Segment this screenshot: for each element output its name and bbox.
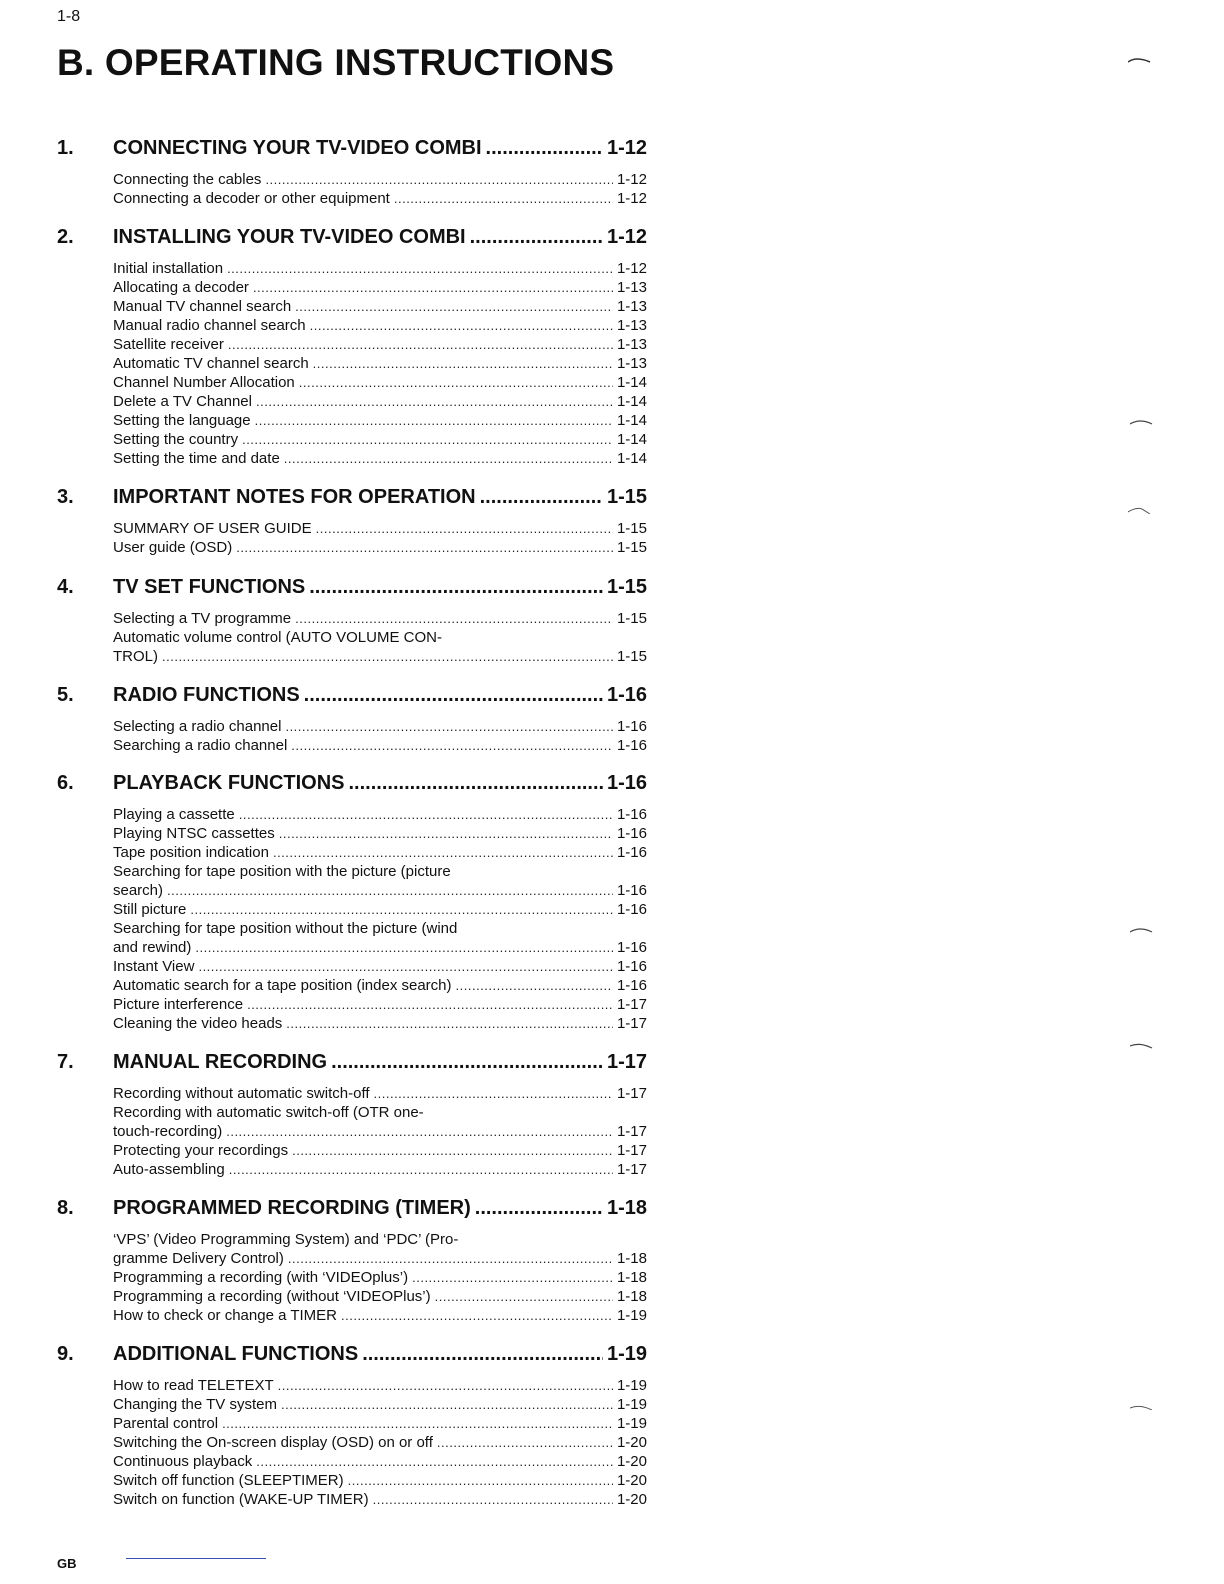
section-title: MANUAL RECORDING: [113, 1051, 328, 1073]
toc-entry-page: 1-18: [616, 1250, 647, 1267]
toc-entry-text: Automatic search for a tape position (index search): [113, 977, 452, 994]
toc-entry[interactable]: [113, 1452, 647, 1471]
toc-entry-page: 1-20: [616, 1453, 647, 1470]
toc-entry-page: 1-12: [616, 260, 647, 277]
toc-entry[interactable]: [113, 316, 647, 335]
toc-entry-text: Playing a cassette: [113, 806, 235, 823]
toc-entry-page: 1-17: [616, 1123, 647, 1140]
toc-entry[interactable]: [113, 862, 647, 900]
toc-entry[interactable]: [113, 335, 647, 354]
toc-entry-text: Setting the country: [113, 431, 239, 448]
toc-entry-row: [113, 824, 647, 843]
toc-entry-row: [113, 259, 647, 278]
leader-dots: [279, 824, 613, 843]
toc-entry-text: Recording without automatic switch-off: [113, 1085, 370, 1102]
toc-entry[interactable]: [113, 392, 647, 411]
toc-entry-row: [113, 1122, 647, 1141]
toc-entry-row: [113, 1014, 647, 1033]
leader-dots: [412, 1268, 613, 1287]
section-heading[interactable]: [57, 1197, 647, 1223]
toc-entry-page: 1-16: [616, 939, 647, 956]
toc-entry-text: Programming a recording (with ‘VIDEOplus’): [113, 1269, 409, 1286]
toc-entry-page: 1-17: [616, 996, 647, 1013]
section-title: PLAYBACK FUNCTIONS: [113, 772, 345, 794]
toc-entry-text: Continuous playback: [113, 1453, 253, 1470]
toc-entry[interactable]: [113, 957, 647, 976]
leader-dots: [198, 957, 613, 976]
section-title: PROGRAMMED RECORDING (TIMER): [113, 1197, 471, 1219]
language-code: GB: [57, 1556, 77, 1571]
toc-entry[interactable]: [113, 717, 647, 736]
leader-dots: [456, 976, 613, 995]
section-leader: [113, 486, 647, 509]
toc-entry-row: [113, 354, 647, 373]
toc-entry-row: [113, 430, 647, 449]
toc-entry-page: 1-15: [616, 610, 647, 627]
section-heading[interactable]: [57, 684, 647, 710]
toc-entry-page: 1-13: [616, 279, 647, 296]
toc-entry[interactable]: [113, 189, 647, 208]
toc-entry-page: 1-13: [616, 317, 647, 334]
toc-entry-page: 1-15: [616, 520, 647, 537]
toc-entry-row: [113, 1141, 647, 1160]
toc-entry-row: [113, 900, 647, 919]
toc-entry-row: [113, 1287, 647, 1306]
toc-entry-page: 1-13: [616, 336, 647, 353]
leader-dots: [247, 995, 613, 1014]
section-leader: [113, 576, 647, 599]
leader-dots: [470, 226, 603, 249]
toc-entry-row: [113, 449, 647, 468]
toc-entry-page: 1-20: [616, 1491, 647, 1508]
toc-entry[interactable]: [113, 519, 647, 538]
toc-entry-page: 1-18: [616, 1288, 647, 1305]
toc-entry-text: User guide (OSD): [113, 539, 233, 556]
toc-entry-text: How to read TELETEXT: [113, 1377, 274, 1394]
toc-entry-text: Delete a TV Channel: [113, 393, 252, 410]
toc-entry-text: Parental control: [113, 1415, 219, 1432]
toc-entry-row: [113, 647, 647, 666]
leader-dots: [255, 411, 613, 430]
section-leader: [113, 1051, 647, 1074]
toc-entry-row: [113, 805, 647, 824]
toc-entry-text: touch-recording): [113, 1123, 223, 1140]
section-heading[interactable]: [57, 1343, 647, 1369]
section-heading[interactable]: [57, 772, 647, 798]
toc-entry-row: [113, 1268, 647, 1287]
leader-dots: [256, 1452, 613, 1471]
leader-dots: [435, 1287, 613, 1306]
leader-dots: [190, 900, 613, 919]
toc-entry-page: 1-16: [616, 958, 647, 975]
toc-entry-page: 1-20: [616, 1472, 647, 1489]
toc-entry-text: Manual TV channel search: [113, 298, 292, 315]
toc-entry-row: [113, 170, 647, 189]
toc-entry[interactable]: [113, 1395, 647, 1414]
leader-dots: [281, 1395, 613, 1414]
toc-entry-row: [113, 957, 647, 976]
leader-dots: [313, 354, 613, 373]
toc-entry-text: Auto-assembling: [113, 1161, 225, 1178]
toc-entry[interactable]: [113, 1230, 647, 1268]
section-heading[interactable]: [57, 1051, 647, 1077]
leader-dots: [349, 772, 603, 795]
section-page: 1-12: [606, 226, 647, 248]
toc-entry[interactable]: [113, 900, 647, 919]
toc-entry-page: 1-14: [616, 412, 647, 429]
toc-entry-page: 1-19: [616, 1377, 647, 1394]
toc-entry-page: 1-12: [616, 190, 647, 207]
section-leader: [113, 137, 647, 160]
section-title: RADIO FUNCTIONS: [113, 684, 300, 706]
toc-entry-text: Setting the time and date: [113, 450, 280, 467]
toc-entry-text: Cleaning the video heads: [113, 1015, 283, 1032]
section-title: IMPORTANT NOTES FOR OPERATION: [113, 486, 476, 508]
toc-entry-page: 1-17: [616, 1161, 647, 1178]
toc-entry[interactable]: [113, 805, 647, 824]
leader-dots: [286, 1014, 613, 1033]
leader-dots: [226, 1122, 613, 1141]
toc-entry-page: 1-16: [616, 977, 647, 994]
leader-dots: [236, 538, 613, 557]
leader-dots: [239, 805, 613, 824]
section-page: 1-17: [606, 1051, 647, 1073]
section-leader: [113, 684, 647, 707]
toc-entry-text: Still picture: [113, 901, 187, 918]
toc-entry-text: Connecting the cables: [113, 171, 262, 188]
section-title: TV SET FUNCTIONS: [113, 576, 306, 598]
section-heading[interactable]: [57, 137, 647, 163]
leader-dots: [480, 486, 603, 509]
toc-entry-row: [113, 995, 647, 1014]
toc-entry-page: 1-20: [616, 1434, 647, 1451]
leader-dots: [167, 881, 613, 900]
toc-entry[interactable]: [113, 736, 647, 755]
toc-entry-row: [113, 1160, 647, 1179]
leader-dots: [227, 259, 613, 278]
leader-dots: [242, 430, 613, 449]
section-page: 1-16: [606, 772, 647, 794]
leader-dots: [288, 1249, 613, 1268]
toc-entry-page: 1-14: [616, 393, 647, 410]
toc-entry[interactable]: [113, 1160, 647, 1179]
toc-entry[interactable]: [113, 995, 647, 1014]
toc-entry-row: [113, 609, 647, 628]
toc-entry[interactable]: [113, 609, 647, 628]
toc-entry[interactable]: [113, 919, 647, 957]
toc-entry-text: How to check or change a TIMER: [113, 1307, 337, 1324]
toc-entry-page: 1-18: [616, 1269, 647, 1286]
toc-entry-text: TROL): [113, 648, 158, 665]
leader-dots: [284, 449, 613, 468]
toc-entry-row: [113, 1376, 647, 1395]
toc-entry[interactable]: [113, 297, 647, 316]
toc-entry-text: and rewind): [113, 939, 192, 956]
toc-entry-text: Playing NTSC cassettes: [113, 825, 275, 842]
toc-entry[interactable]: [113, 278, 647, 297]
leader-dots: [394, 189, 613, 208]
toc-entry-row: [113, 1306, 647, 1325]
toc-entry-row: [113, 717, 647, 736]
section-number: 9.: [57, 1343, 74, 1365]
leader-dots: [295, 609, 613, 628]
leader-dots: [475, 1197, 603, 1220]
toc-entry-text: Picture interference: [113, 996, 244, 1013]
toc-entry-text: Searching a radio channel: [113, 737, 288, 754]
leader-dots: [341, 1306, 613, 1325]
toc-entry-page: 1-14: [616, 450, 647, 467]
leader-dots: [331, 1051, 603, 1074]
toc-entry-text: Selecting a TV programme: [113, 610, 292, 627]
toc-entry-first-line: Searching for tape position with the picture (picture: [113, 863, 451, 880]
toc-entry-text: Switch off function (SLEEPTIMER): [113, 1472, 344, 1489]
toc-entry-row: [113, 1249, 647, 1268]
section-number: 1.: [57, 137, 74, 159]
section-title: ADDITIONAL FUNCTIONS: [113, 1343, 359, 1365]
section-number: 3.: [57, 486, 74, 508]
section-leader: [113, 226, 647, 249]
leader-dots: [373, 1490, 613, 1509]
toc-entry-page: 1-16: [616, 844, 647, 861]
section-number: 8.: [57, 1197, 74, 1219]
toc-entry-page: 1-13: [616, 355, 647, 372]
leader-dots: [362, 1343, 603, 1366]
section-page: 1-15: [606, 576, 647, 598]
toc-entry-row: [113, 1084, 647, 1103]
section-page: 1-16: [606, 684, 647, 706]
scan-mark: [1130, 1042, 1154, 1050]
toc-entry-page: 1-14: [616, 374, 647, 391]
toc-entry[interactable]: [113, 628, 647, 666]
toc-entry-text: Allocating a decoder: [113, 279, 249, 296]
section-page: 1-15: [606, 486, 647, 508]
scan-mark: [1128, 56, 1152, 64]
toc-entry[interactable]: [113, 449, 647, 468]
toc-entry-row: [113, 938, 647, 957]
leader-dots: [486, 137, 603, 160]
toc-entry[interactable]: [113, 1014, 647, 1033]
toc-entry-row: [113, 316, 647, 335]
section-number: 4.: [57, 576, 74, 598]
toc-entry-text: Automatic TV channel search: [113, 355, 309, 372]
section-page: 1-19: [606, 1343, 647, 1365]
toc-entry-row: [113, 189, 647, 208]
section-number: 6.: [57, 772, 74, 794]
leader-dots: [309, 576, 603, 599]
toc-entry-page: 1-15: [616, 539, 647, 556]
section-heading[interactable]: [57, 486, 647, 512]
toc-entry-row: [113, 736, 647, 755]
section-number: 2.: [57, 226, 74, 248]
toc-entry[interactable]: [113, 411, 647, 430]
toc-entry-text: gramme Delivery Control): [113, 1250, 284, 1267]
toc-entry-text: Tape position indication: [113, 844, 269, 861]
toc-entry[interactable]: [113, 824, 647, 843]
toc-entry[interactable]: [113, 1433, 647, 1452]
toc-entry-row: [113, 976, 647, 995]
toc-entry-row: [113, 335, 647, 354]
toc-entry-row: [113, 411, 647, 430]
toc-entry-text: Selecting a radio channel: [113, 718, 282, 735]
leader-dots: [229, 1160, 613, 1179]
toc-entry-row: [113, 392, 647, 411]
toc-entry-text: Setting the language: [113, 412, 251, 429]
toc-entry-page: 1-12: [616, 171, 647, 188]
toc-entry-page: 1-19: [616, 1415, 647, 1432]
toc-entry[interactable]: [113, 1490, 647, 1509]
toc-entry-text: Protecting your recordings: [113, 1142, 289, 1159]
toc-entry-row: [113, 1452, 647, 1471]
toc-entry-first-line: Searching for tape position without the picture (wind: [113, 920, 458, 937]
toc-entry-first-line: ‘VPS’ (Video Programming System) and ‘PDC’ (Pro-: [113, 1231, 459, 1248]
toc-entry-text: Connecting a decoder or other equipment: [113, 190, 390, 207]
leader-dots: [256, 392, 613, 411]
section-number: 7.: [57, 1051, 74, 1073]
toc-entry[interactable]: [113, 430, 647, 449]
toc-entry[interactable]: [113, 1141, 647, 1160]
toc-entry-text: Programming a recording (without ‘VIDEOPlus’): [113, 1288, 431, 1305]
toc-entry-first-line: Automatic volume control (AUTO VOLUME CON-: [113, 629, 442, 646]
toc-entry-row: [113, 373, 647, 392]
toc-entry-text: Manual radio channel search: [113, 317, 306, 334]
toc-entry-row: [113, 297, 647, 316]
toc-entry[interactable]: [113, 1103, 647, 1141]
leader-dots: [437, 1433, 613, 1452]
toc-entry-page: 1-16: [616, 882, 647, 899]
toc-entry-page: 1-16: [616, 806, 647, 823]
section-leader: [113, 1197, 647, 1220]
toc-entry-text: Changing the TV system: [113, 1396, 277, 1413]
leader-dots: [278, 1376, 613, 1395]
toc-entry-row: [113, 1395, 647, 1414]
toc-entry-row: [113, 1414, 647, 1433]
section-leader: [113, 1343, 647, 1366]
leader-dots: [292, 1141, 613, 1160]
section-heading[interactable]: [57, 576, 647, 602]
leader-dots: [285, 717, 613, 736]
toc-entry-text: Initial installation: [113, 260, 224, 277]
toc-entry-text: search): [113, 882, 164, 899]
toc-entry[interactable]: [113, 1287, 647, 1306]
section-heading[interactable]: [57, 226, 647, 252]
leader-dots: [291, 736, 613, 755]
toc-entry[interactable]: [113, 354, 647, 373]
toc-entry-row: [113, 1490, 647, 1509]
page-title: B. OPERATING INSTRUCTIONS: [57, 42, 615, 83]
toc-entry[interactable]: [113, 1084, 647, 1103]
toc-entry-text: Switching the On-screen display (OSD) on or off: [113, 1434, 433, 1451]
toc-entry[interactable]: [113, 373, 647, 392]
leader-dots: [222, 1414, 613, 1433]
scan-mark: [1128, 506, 1152, 514]
toc-entry-text: Channel Number Allocation: [113, 374, 295, 391]
toc-entry-row: [113, 881, 647, 900]
section-page: 1-18: [606, 1197, 647, 1219]
toc-entry-text: SUMMARY OF USER GUIDE: [113, 520, 312, 537]
toc-entry-page: 1-15: [616, 648, 647, 665]
toc-entry-page: 1-16: [616, 901, 647, 918]
toc-entry[interactable]: [113, 538, 647, 557]
section-title: CONNECTING YOUR TV-VIDEO COMBI: [113, 137, 482, 159]
leader-dots: [316, 519, 613, 538]
toc-entry-page: 1-16: [616, 737, 647, 754]
footer-rule: [126, 1558, 266, 1559]
leader-dots: [273, 843, 613, 862]
leader-dots: [295, 297, 613, 316]
toc-entry-page: 1-17: [616, 1142, 647, 1159]
leader-dots: [299, 373, 613, 392]
toc-entry[interactable]: [113, 1268, 647, 1287]
toc-entry-row: [113, 538, 647, 557]
scan-mark: [1130, 926, 1154, 934]
toc-entry-row: [113, 278, 647, 297]
leader-dots: [265, 170, 613, 189]
toc-entry[interactable]: [113, 1376, 647, 1395]
toc-entry-row: [113, 1433, 647, 1452]
toc-entry[interactable]: [113, 1414, 647, 1433]
leader-dots: [228, 335, 613, 354]
scan-mark: [1130, 418, 1154, 426]
leader-dots: [348, 1471, 613, 1490]
toc-entry-row: [113, 519, 647, 538]
section-page: 1-12: [606, 137, 647, 159]
toc-entry-text: Switch on function (WAKE-UP TIMER): [113, 1491, 369, 1508]
toc-entry-page: 1-17: [616, 1015, 647, 1032]
toc-entry-row: [113, 843, 647, 862]
section-number: 5.: [57, 684, 74, 706]
toc-entry[interactable]: [113, 259, 647, 278]
toc-entry-text: Satellite receiver: [113, 336, 224, 353]
leader-dots: [374, 1084, 613, 1103]
leader-dots: [310, 316, 613, 335]
leader-dots: [162, 647, 613, 666]
toc-entry[interactable]: [113, 1306, 647, 1325]
section-title: INSTALLING YOUR TV-VIDEO COMBI: [113, 226, 466, 248]
toc-entry-page: 1-19: [616, 1396, 647, 1413]
toc-entry[interactable]: [113, 976, 647, 995]
section-leader: [113, 772, 647, 795]
toc-entry-row: [113, 1471, 647, 1490]
toc-entry-text: Instant View: [113, 958, 195, 975]
page-number: 1-8: [57, 8, 81, 25]
leader-dots: [195, 938, 613, 957]
leader-dots: [304, 684, 603, 707]
toc-entry-page: 1-16: [616, 718, 647, 735]
toc-entry-page: 1-13: [616, 298, 647, 315]
toc-entry-page: 1-16: [616, 825, 647, 842]
toc-entry[interactable]: [113, 843, 647, 862]
toc-entry[interactable]: [113, 1471, 647, 1490]
toc-entry[interactable]: [113, 170, 647, 189]
leader-dots: [253, 278, 613, 297]
toc-entry-first-line: Recording with automatic switch-off (OTR one-: [113, 1104, 424, 1121]
toc-entry-page: 1-14: [616, 431, 647, 448]
scan-mark: [1130, 1402, 1154, 1410]
toc-entry-page: 1-19: [616, 1307, 647, 1324]
toc-entry-page: 1-17: [616, 1085, 647, 1102]
